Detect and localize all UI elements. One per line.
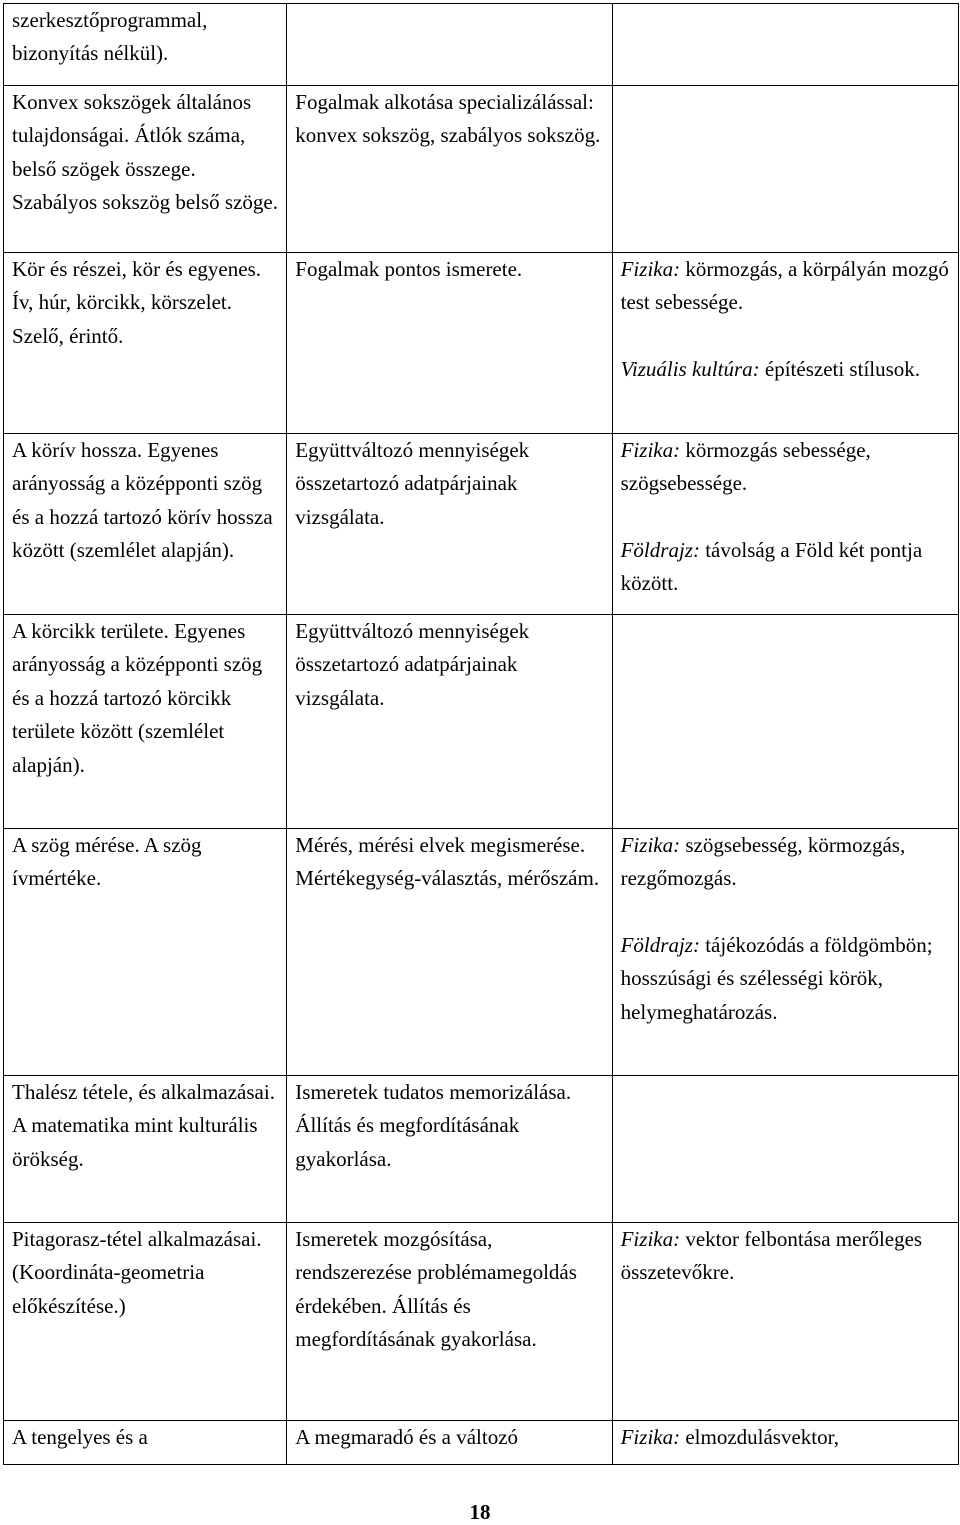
table-row <box>4 829 959 1076</box>
topic-cell <box>4 434 287 615</box>
subject-text: szögsebesség, körmozgás, rezgőmozgás. <box>620 833 906 891</box>
subject-name: Fizika: <box>620 833 681 857</box>
skill-cell <box>287 829 612 1076</box>
subject-link <box>621 929 952 1029</box>
topic-text: Pitagorasz-tétel alkalmazásai. <box>12 1227 262 1251</box>
subject-text: körmozgás sebessége, szögsebessége. <box>620 438 871 496</box>
table-row <box>4 1076 959 1223</box>
subject-link <box>621 1421 952 1454</box>
topic-cell <box>4 829 287 1076</box>
subject-link <box>621 1223 952 1290</box>
subject-name: Fizika: <box>620 257 681 281</box>
links-cell <box>612 1076 958 1223</box>
subject-name: Fizika: <box>620 1227 681 1251</box>
table-row <box>4 86 959 253</box>
table-row <box>4 1223 959 1421</box>
links-cell <box>612 829 958 1076</box>
skill-text: Fogalmak pontos ismerete. <box>295 257 523 281</box>
skill-text: Fogalmak alkotása specializálással: konvex sokszög, szabályos sokszög. <box>295 90 601 148</box>
links-cell <box>612 434 958 615</box>
table-row <box>4 253 959 434</box>
topic-text: Konvex sokszögek általános tulajdonságai. Átlók száma, belső szögek összege. Szabályos sokszög belső szöge. <box>12 90 278 215</box>
topic-text: Thalész tétele, és alkalmazásai. <box>12 1080 275 1104</box>
subject-name: Fizika: <box>620 438 681 462</box>
topic-text: A körív hossza. Egyenes arányosság a középponti szög és a hozzá tartozó körív hossza között (szemlélet alapján). <box>12 438 273 563</box>
skill-cell <box>287 1421 612 1465</box>
subject-text: távolság a Föld két pontja között. <box>620 537 923 596</box>
links-cell <box>612 1421 958 1465</box>
topic-text: (Koordináta-geometria előkészítése.) <box>12 1260 205 1318</box>
topic-cell <box>4 1421 287 1465</box>
topic-text: A szög mérése. A szög ívmértéke. <box>12 833 202 891</box>
topic-cell <box>4 615 287 829</box>
subject-text: építészeti stílusok. <box>759 356 921 381</box>
topic-cell <box>4 86 287 253</box>
topic-cell <box>4 1223 287 1421</box>
skill-cell <box>287 1076 612 1223</box>
page-number: 18 <box>469 1500 491 1524</box>
topic-cell <box>4 253 287 434</box>
subject-name: Fizika: <box>620 1425 681 1449</box>
skill-text: A megmaradó és a változó <box>295 1425 519 1449</box>
subject-link <box>621 534 952 601</box>
skill-text: Együttváltozó mennyiségek összetartozó adatpárjainak vizsgálata. <box>295 438 530 529</box>
subject-name: Földrajz: <box>620 932 700 957</box>
skill-text: Ismeretek mozgósítása, rendszerezése problémamegoldás érdekében. Állítás és megfordításának gyakorlása. <box>295 1227 577 1352</box>
subject-text: elmozdulásvektor, <box>680 1425 840 1449</box>
skill-cell <box>287 615 612 829</box>
subject-name: Földrajz: <box>620 537 700 562</box>
skill-cell <box>287 1223 612 1421</box>
links-cell <box>612 86 958 253</box>
skill-cell <box>287 4 612 86</box>
topic-text: A matematika mint kulturális örökség. <box>12 1113 258 1171</box>
subject-link <box>621 353 952 386</box>
subject-link <box>621 434 952 501</box>
skill-text: Mérés, mérési elvek megismerése. Mértékegység-választás, mérőszám. <box>295 833 600 891</box>
topic-cell <box>4 4 287 86</box>
subject-text: tájékozódás a földgömbön; hosszúsági és szélességi körök, helymeghatározás. <box>620 932 933 1024</box>
topic-text: A körcikk területe. Egyenes arányosság a középponti szög és a hozzá tartozó körcikk területe között (szemlélet alapján). <box>12 619 263 777</box>
subject-text: körmozgás, a körpályán mozgó test sebessége. <box>620 257 949 315</box>
skill-cell <box>287 434 612 615</box>
links-cell <box>612 1223 958 1421</box>
links-cell <box>612 615 958 829</box>
table-row <box>4 615 959 829</box>
skill-cell <box>287 86 612 253</box>
curriculum-table <box>3 3 959 1465</box>
subject-text: vektor felbontása merőleges összetevőkre. <box>620 1227 923 1285</box>
topic-text: Kör és részei, kör és egyenes. Ív, húr, körcikk, körszelet. Szelő, érintő. <box>12 257 261 348</box>
table-row <box>4 4 959 86</box>
table-row <box>4 434 959 615</box>
subject-link <box>621 829 952 896</box>
topic-text: szerkesztőprogrammal, bizonyítás nélkül). <box>12 8 208 66</box>
topic-text: A tengelyes és a <box>12 1425 148 1449</box>
links-cell <box>612 253 958 434</box>
topic-cell <box>4 1076 287 1223</box>
subject-name: Vizuális kultúra: <box>620 356 760 381</box>
links-cell <box>612 4 958 86</box>
skill-text: Együttváltozó mennyiségek összetartozó adatpárjainak vizsgálata. <box>295 619 530 710</box>
table-row <box>4 1421 959 1465</box>
subject-link <box>621 253 952 320</box>
skill-cell <box>287 253 612 434</box>
skill-text: Ismeretek tudatos memorizálása. Állítás és megfordításának gyakorlása. <box>295 1080 572 1171</box>
